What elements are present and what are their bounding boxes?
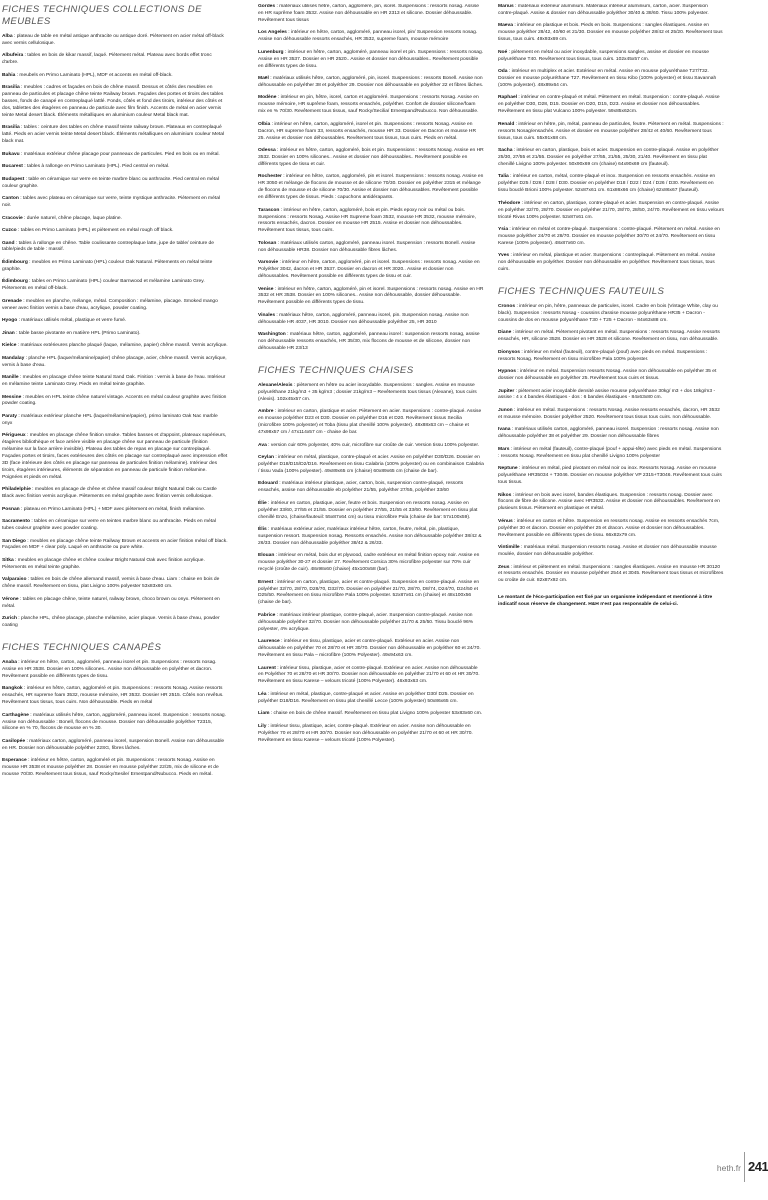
spec-entry: Jupiter : piètement acier inoxydable densité assise mousse polyuréthane 30kg/ m3 + dos 18kg/m3 - assise : 4 x 4 bandes élastiques - dos : 6 bandes élastiques - 84x63x80 cm. xyxy=(498,388,716,401)
footer-website-link[interactable]: heth.fr xyxy=(716,1163,741,1173)
spec-entry: Maeva : intérieur en plastique et bois. Pieds en bois. Suspensions : sangles élastiques. Assise en mousse polyéther 28/42, 40/60 et 21/30. Dossier en mousse polyéther 28/42 et 25/20. Revêtement tous tissus, tous cuirs. 49x93x69 cm. xyxy=(498,23,723,43)
section-title-chaises: FICHES TECHNIQUES CHAISES xyxy=(258,364,414,376)
spec-entry-name: Jinan xyxy=(2,330,15,336)
spec-entry-name: Ava xyxy=(258,442,267,448)
spec-entry: Cronos : intérieur en pin, hêtre, panneaux de particules, isorel. Cadre en bois (Vintage White, clay ou black). Suspension : ressorts Nosag - coussins d'assise mousse polyuréthane HR35 + Dacron - coussins de dos en mousse polyuréthane T30 + T25 + Dacron - 84x63x88 cm. xyxy=(498,304,718,323)
spec-entry-text: intérieur en hêtre, carton, aggloméré, bois et pin. Suspensions : ressorts Nosag. Assise en HR 3532. Dossier en 100% silicones.. Assise et dossier non déhoussables.. Revêtement possible en différents types de tissu et cuir. xyxy=(258,148,484,167)
footer-divider xyxy=(744,1152,745,1182)
spec-entry-text: matériaux extérieur aluminium. Matériaux intérieur aluminium, carton, acier. Suspension contre-plaqué. Assise & dossier non déhoussable polyéther 30/40 & 38/60. Tissu 100% polyester. xyxy=(498,4,709,16)
spec-entry: Varsovie : intérieur en hêtre, carton, aggloméré, pin et isorel. Suspensions : ressorts nosag. Assise en Polyéther 3042, dacron et HR 3537. Dossier en dacron et HR 3020.. Assise et dossier non déhoussables. Revêtement possible en différents types de tissu et cuir. xyxy=(258,260,480,280)
spec-entry-name: Hyogo xyxy=(2,318,18,324)
spec-entry-name: Messine xyxy=(2,394,22,400)
spec-entry-text: tables à rallonge en chêne. Table coulissante contreplaque latte, jupe de table/ ceinture de table/pieds de table : massif. xyxy=(2,240,214,253)
spec-entry-text: intérieur en hêtre, carton, aggloméré, panneau isorel et pin. Suspensions : ressorts nosag. Assise en HR 3537. Dossier en HR 2520.. Assise et dossier non déhoussables.. Revêtement possible en différents types de tissu. xyxy=(258,49,484,69)
spec-entry-name: Élis xyxy=(258,527,267,533)
spec-entry: Modène : intérieur en pin, hêtre, isorel, carton et aggloméré. Suspensions : ressorts Nosag. Assise en mousse mémoire, HR suprême foam, ressorts ensachés, polyéther. Confort de dossier silicone/foam mix en % 70/30. Revêtement tous tissus, sauf Rocky/Secilia/ Ernestpand/Nubucco. Non déhoussable. xyxy=(258,95,479,115)
spec-entry-text: planche HPL, chêne placage, planche mélamine, acier plaque. Vernis à base d'eau, powder coating xyxy=(2,616,220,629)
spec-entry: Los Angeles : intérieur en hêtre, carton, aggloméré, panneau isorel, pin/ Suspension ressorts nosag. Assise non déhoussable ressorts ensachés, HR 3532, supreme foam, mousse mémoire xyxy=(258,30,478,43)
list-canapes xyxy=(2,660,228,779)
spec-entry-text: intérieur en hêtre, carton, aggloméré, pin et isorel. Suspensions : ressorts nosag. Assise en HR 3532 et HR 3538. Dossier en 100% silicones.. Assise non déhoussable, dossier déhoussable. Revêtement possible en différents types de tissu. xyxy=(258,286,484,306)
spec-entry-text: intérieur en carton, plastique, acier et contre-plaqué. Suspension en contre-plaqué. Assise en polyéther 32/70, 28/70, D28/70, D32/70. Dossier en polyéther 21/70, 28/70, D8/74, D24/70, D24/50 et D25/50. Revêtement en tissu microfibre Pala 100% polyester. 52x87x61 cm (chaise) et 48x100x56 (chaise de bar). xyxy=(258,579,480,606)
spec-entry-text: meubles en placage chêne teinte Railway Brown et accents en acier finition métal off black. Façades en MDF + clear poly. Laqué en anthracite ou pure white. xyxy=(2,538,228,551)
spec-entry: Élis : matériaux extérieur acier, matériaux intérieur hêtre, carton, feutre, métal, pin, plastique, suspension ressort. Suspension nosag. Ressorts ensachés. Assise non déhoussable polyéther 38/42 & 26/33. Dossier non déhoussable polyéther 38/42 & 26/33. xyxy=(258,527,482,546)
spec-entry-name: Washington xyxy=(258,332,286,338)
spec-entry-text: piètement en hêtre ou acier inoxydable. Suspensions : sangles. Assise en mousse polyuréthane 21kg/m3 + 35 kg/m3 ; dossier 21kg/m3 – Revêtements tous tissus (Alexane), tous cuirs (Alexis). 102x45x57 cm. xyxy=(258,382,477,402)
spec-entry: Ambre : intérieur en carton, plastique et acier. Piètement en acier. Suspensions : contre-plaqué. Assise en mousse polyéther D23 et D30. Dossier en polyéther D16 et D20. Revêtement tissus Secilia (microfibre 100% polyester) et Toba (tissu plat chenillé 100% polyester). 48x88x63 cm – chaise et 47x98x57 cm / 47x114x57 cm - chaise de bar. xyxy=(258,409,482,435)
spec-entry-name: Raphael xyxy=(498,95,518,101)
spec-entry-text: intérieur et piètement en métal. Suspensions : sangles élastiques. Assise en mousse HR 30120 et ressorts ensachés. Dossier en mousse polyéther 2544 et 3045. Revêtement tous tissus et microfibres ou croûte de cuir. 82x87x92 cm. xyxy=(498,564,724,584)
spec-entry: Albufeira : tables en bois de kikar massif, laqué. Piètement métal. Plateau avec bords effet tronc d'arbre. xyxy=(2,53,212,66)
spec-entry: Tarascon : intérieur en hêtre, carton, aggloméré, bois et pin. Pieds epoxy noir ou métal ou bois. Suspensions : ressorts Nosag. Assise HR Supreme foam 3532, mousse HR 3532, mousse mémoire, ressorts ensachés, dacron. Dossier en mousse HR 2515. Assise et dossier non déhoussables. Revêtement tous tissus, tous cuirs. xyxy=(258,207,477,234)
spec-entry: Cracovie : durée naturel, chêne placage, laque platine. xyxy=(2,215,122,221)
spec-entry-name: Yves xyxy=(498,253,510,259)
spec-entry-name: Maël xyxy=(258,76,269,82)
spec-entry-name: Rochester xyxy=(258,174,282,180)
spec-entry-name: Dionysos xyxy=(498,349,521,355)
spec-entry: Junon : intérieur en métal. Suspensions : ressorts Nosag. Assise ressorts ensachés, dacron, HR 3532 et mousse mémoire. Dossier polyéther 2520. Revêtement tous tissus tous cuirs. non déhoussable. xyxy=(498,407,720,420)
spec-entry: Budapest : table en céramique sur verre en teinte marbre blanc ou anthracite. Pied central en métal couleur graphite. xyxy=(2,176,219,189)
spec-entry-name: Budapest xyxy=(2,176,25,182)
spec-entry: Ernest : intérieur en carton, plastique, acier et contre-plaqué. Suspension en contre-plaqué. Assise en polyéther 32/70, 28/70, D28/70, D32/70. Dossier en polyéther 21/70, 28/70, D8/74, D24/70, D24/50 et D25/50. Revêtement en tissu microfibre Pala 100% polyester. 52x87x61 cm (chaise) et 48x100x56 (chaise de bar). xyxy=(258,579,480,606)
spec-entry: Renald : intérieur en hêtre, pin, métal, panneau de particules, feutre. Piètement en métal. Suspensions : ressorts Nosag/ensachés. Assise et dossier en mousse polyéther 28/42 et 40/60. Revêtement tous tissus, tous cuirs. 55x91x68 cm. xyxy=(498,121,724,141)
spec-entry: Odessa : intérieur en hêtre, carton, aggloméré, bois et pin. Suspensions : ressorts Nosag. Assise en HR 3532. Dossier en 100% silicones.. Assise et dossier non déhoussables.. Revêtement possible en différents types de tissu et cuir. xyxy=(258,148,484,167)
spec-entry-text: matériaux hêtre, carton, aggloméré, panneau isorel : suspension ressorts nosag, assise non déhoussable ressorts ensachés, HR 35/30, mix flocons de mousse et de silicone, dossier non déhoussable HR 23/13 xyxy=(258,332,480,352)
spec-entry-name: Sacha xyxy=(498,148,513,154)
spec-entry-name: Philadelphie xyxy=(2,487,31,493)
spec-entry-name: Sitka xyxy=(2,557,14,563)
spec-entry-text: intérieur en hêtre, carton, aggloméré, panneau isorel et pin. Suspensions : ressorts nosag. Assise en HR 3538. Dossier en 100% silicones.. Assise non déhoussable en polyéther et dacron. Revêtement possible en différents types de tissu. xyxy=(2,660,217,679)
spec-entry-name: Los Angeles xyxy=(258,30,287,36)
spec-entry: Yves : intérieur en métal, plastique et acier. Suspensions : contreplaqué. Piètement en métal. Assise non déhoussable en polyéther. Dossier non déhoussable en polyéther. Revêtement tous tissus, tous cuirs. xyxy=(498,253,716,273)
spec-entry-text: intérieur en hêtre, carton, aggloméré, panneau isorel, pin/ Suspension ressorts nosag. Assise non déhoussable ressorts ensachés, HR 3532, supreme foam, mousse mémoire xyxy=(258,30,478,43)
spec-entry: Lily : intérieur tissu, plastique, acier, contre-plaqué. Extérieur en acier. Assise non déhoussable en Polyéther 70 et 28/70 et HR 30/70. Dossier non déhoussable en polyéther 21/70 et 60 et HR 30/70. Revêtement en tissu Karese – velours tricoté (100% Polyester). xyxy=(258,723,473,743)
spec-entry-text: matériaux utilisés hêtre, carton, aggloméré, pin, isorel. Suspensions : ressorts nosag. Assise en HR suprême foam 3532. Assise non déhoussable en HR 2313 et silicone. Dossier déhoussable. Revêtement tous tissus xyxy=(258,4,479,23)
spec-entry-text: matériaux extérieur acier, matériaux intérieur hêtre, carton, feutre, métal, pin, plastique, suspension ressort. Suspension nosag. Ressorts ensachés. Assise non déhoussable polyéther 38/42 & 26/33. Dossier non déhoussable polyéther 38/42 & 26/33. xyxy=(258,527,482,546)
spec-entry-name: Bucarest xyxy=(2,164,23,170)
list-chaises-continued xyxy=(498,4,724,274)
spec-entry-name: Ceylan xyxy=(258,455,275,460)
spec-entry-text: matériaux extérieures planche plaqué (laque, mélamine, papier) chêne massif. Vernis acrylique. xyxy=(20,343,228,349)
spec-entry: Grenade : meubles en planche, mélange, métal. Composition : mélamine, placage. Smoked mango veneer avec finition vernis a base d'eau, acrylique, powder coating. xyxy=(2,298,218,311)
spec-entry: Esperance : intérieur en hêtre, carton, aggloméré et pin. Suspensions : ressorts Nosag. Assise en mousse HR 3538 et mousse polyéther 28. Dossier en mousse polyéther 22/25, mix de silicone et de mousse 70/30. Revêtement tous tissus, sauf Rocky/Sesile/ Ernestpand/Nubucco. Pieds en métal. xyxy=(2,758,219,778)
spec-entry-text: table en céramique sur verre en teinte marbre blanc ou anthracite. Pied central en métal couleur graphite. xyxy=(2,176,219,189)
page-number: 241 xyxy=(748,1159,768,1174)
spec-entry: Valparaiso : tables en bois de chêne allemand massif, vernis à base d'eau. Liam : chaise en bois de chêne massif. Revêtement en tissu, plat Livigno 100% polyester 53x83x60 cm. xyxy=(2,577,220,590)
spec-entry-text: intérieur en hêtre, carton, aggloméré, bois et pin. Pieds epoxy noir ou métal ou bois. Suspensions : ressorts Nosag. Assise HR Supreme foam 3532, mousse HR 3532, mousse mémoire, ressorts ensachés, dacron. Dossier en mousse HR 2515. Assise et dossier non déhoussables. Revêtement tous tissus, tous cuirs. xyxy=(258,207,477,234)
spec-entry-name: Ernest xyxy=(258,579,274,585)
spec-entry-text: intérieur en métal. Suspensions : ressorts Nosag. Assise ressorts ensachés, dacron, HR 3532 et mousse mémoire. Dossier polyéther 2520. Revêtement tous tissus tous cuirs. non déhoussable. xyxy=(498,407,720,420)
spec-entry-text: intérieur en métal (fauteuil), contre-plaqué (pouf + appui-tête) avec pieds en métal. Suspensions : ressorts Nosag. Revêtement en tissu plat chenillé Livigno 100% polyester xyxy=(498,446,722,459)
spec-entry-text: tables en Primo Laminato (HPL) et piètement en métal rough off black. xyxy=(20,228,174,234)
spec-entry: Mars : intérieur en métal (fauteuil), contre-plaqué (pouf + appui-tête) avec pieds en métal. Suspensions : ressorts Nosag. Revêtement en tissu plat chenillé Livigno 100% polyester xyxy=(498,446,722,459)
spec-entry: Bahia : meubels en Primo Laminato (HPL), MDF et accents en métal off-black. xyxy=(2,72,173,78)
spec-entry: Hypnos : intérieur en métal. Suspension ressorts Nosag. Assise non déhoussable en polyéther 35 et dossier non déhoussable en polyéther 25. Revêtement tous cuirs et tissus. xyxy=(498,369,717,382)
spec-entry-text: piètement acier inoxydable densité assise mousse polyuréthane 30kg/ m3 + dos 18kg/m3 - assise : 4 x 4 bandes élastiques - dos : 6 bandes élastiques - 84x63x80 cm. xyxy=(498,388,716,401)
spec-entry: Bucarest : tables à rallonge en Primo Laminato (HPL). Pied central en métal. xyxy=(2,164,170,170)
spec-entry-text: plateau de table en métal antique anthracite ou antique doré. Piètement en acier métal off-black avec vernis cellulosique. xyxy=(2,34,224,46)
spec-entry-name: Modène xyxy=(258,95,277,101)
spec-entry-text: tables avec plateau en céramique sur verre, teinte mystique anthracite. Piètement en métal noir. xyxy=(2,196,221,209)
section-title-canapes: FICHES TECHNIQUES CANAPÉS xyxy=(2,642,162,653)
column-left xyxy=(2,4,228,1189)
spec-entry: Ysia : intérieur en métal et contre-plaqué. Suspensions : contre-plaqué. Piètement en métal. Assise en mousse polyéther 24/70 et 28/70. Dossier en mousse polyéther 30/70 et 24/70. Revêtement en tissu Karese (100% polyester). 48x87x60 cm. xyxy=(498,227,720,246)
spec-entry-name: Théodore xyxy=(498,200,521,206)
spec-entry-text: intérieur en carton, plastique, acier, feutre et bois. Suspension en ressorts nosag. Assise en polyéther 33/60, 27/55 et 21/55. Dossier en polyéther 27/55, 21/55 et 33/60. Revêtement en tissu plat chenillé Enzo, (chaise/fauteuil: 55x87x64 cm) ou tissu microfibre Pala (chaise de bar: 57x100x59). xyxy=(258,500,478,520)
spec-entry-name: Bukavu xyxy=(2,151,20,157)
spec-entry: Raphael : intérieur en contre-plaqué et métal. Piètement en métal. Suspension : contre-plaqué. Assise en polyéther D30, D28, D15. Dossier en D20, D15, D23. Assise et dossier non déhoussables. Revêtement en tissu plat Vulcano 100% polyester. 59x85x62cm. xyxy=(498,95,720,115)
spec-entry: Gand : tables à rallonge en chêne. Table coulissante contreplaque latte, jupe de table/ ceinture de table/pieds de table : massif. xyxy=(2,240,214,253)
spec-entry-name: Valparaiso xyxy=(2,577,27,583)
list-fauteuils xyxy=(498,304,724,585)
spec-entry: Diane : intérieur en métal. Piètement pivotant en métal. Suspensions : ressorts Nosag. Assise ressorts ensachés, HR, silicone 3528. Dossier en HR 3528 et silicone. Revêtement en tissu, non déhoussable. xyxy=(498,330,720,343)
spec-entry: Jinan : table basse pivotante en matière HPL (Primo Laminato). xyxy=(2,330,141,336)
spec-entry: Bangkok : intérieur en hêtre, carton, aggloméré et pin. Suspensions : ressorts Nosag. Assise ressorts ensachés, HR supreme foam 3532, mousse mémoire, HR 3532. Dossier HR 2515. Côtés non revêtus. Revêtement tous tissus, tous cuirs. Non déhoussable. Pieds en métal xyxy=(2,686,224,706)
spec-entry-name: Anaba xyxy=(2,660,17,665)
spec-entry: Laurence : intérieur en tissu, plastique, acier et contre-plaqué. Extérieur en acier. Assise non déhoussable en polyéther 70 et 28/70 et HR 30/70. Dossier non déhoussable en polyéther 60 et 24/70. Revêtement en tissu Pala – microfibre (100% Polyester). 49x94x63 cm. xyxy=(258,639,481,658)
spec-entry-text: intérieur en carton, métal, contre-plaqué et inox. Suspension en ressorts ensachés. Assise en polyéther D25 / D26 / D28 / D30. Dossier en polyéther D18 / D22 / D24 / D26 / D30. Revêtement en tissu bouclé Brioni 100% polyester. 52x87x61 cm. 61x86x66 cm (chaise) 62x86x67 (fauteuil). xyxy=(498,174,716,194)
spec-entry: Vintimille : matériaux métal. Suspension ressorts nosag. Assise et dossier non déhoussable mousse moulée, dossier non déhoussable polyéther. xyxy=(498,545,717,558)
spec-entry-name: Hypnos xyxy=(498,369,516,375)
spec-entry-text: matériaux métal. Suspension ressorts nosag. Assise et dossier non déhoussable mousse moulée, dossier non déhoussable polyéther. xyxy=(498,545,717,558)
spec-entry-name: Olbia xyxy=(258,121,271,127)
spec-entry-name: Grenade xyxy=(2,298,22,304)
spec-entry: Ceylan : intérieur en métal, plastique, contre-plaqué et acier. Assise en polyéther D30/D26. Dossier en polyéther D18/D15/D2/D16. Revêtement en tissu Calabria (100% polyester) ou en combinaison Calabria / tissu Vada (100% polyester). 49x89x65 cm (chaise) 60x89x65 cm (chaise de bar). xyxy=(258,455,484,474)
spec-entry-name: Neptune xyxy=(498,466,518,472)
spec-entry-text: intérieur en hêtre, carton, aggloméré, isorel et pin. Suspensions : ressorts Nosag. Assise en Dacron, HR supreme foam 33, ressorts ensachés, mousse HR 33. Dossier en Dacron et mousse HR 25. Assise et dossier non déhoussables. Revêtement tous tissus, tous cuirs. Pieds en métal. xyxy=(258,121,476,141)
spec-entry-text: intérieur en hêtre, carton, aggloméré et pin. Suspensions : ressorts Nosag. Assise en mousse HR 3538 et mousse polyéther 28. Dossier en mousse polyéther 22/25, mix de silicone et de mousse 70/30. Revêtement tous tissus, sauf Rocky/Sesile/ Ernestpand/Nubucco. Pieds en métal. xyxy=(2,758,219,778)
spec-entry-name: Liam xyxy=(258,711,270,717)
spec-entry-name: Périgueux xyxy=(2,433,26,439)
spec-entry: Sacha : intérieur en carton, plastique, bois et acier. Suspension en contre-plaqué. Assise en polyéther 25/30, 27/55 et 21/55. Dossier en polyéther 27/55, 21/55, 25/30, 21/40. Revêtement en tissu plat chenillé Livigno 100% polyester. 50x90x69 cm (chaise) 64x90x69 cm (fauteuil). xyxy=(498,148,719,167)
spec-entry: Carthagène : matériaux utilisés hêtre, carton, aggloméré, panneau isorel. Suspension : ressorts nosag. Assise non déhoussable : Bonell, flocons de mousse. Dossier non déhoussable polyéther T2315, silicone en % 70, flocons de mousse en % 30. xyxy=(2,712,226,732)
column-right xyxy=(498,4,724,1064)
spec-entry-name: Esperance xyxy=(2,758,27,764)
spec-entry-text: meubels en Primo Laminato (HPL), MDF et accents en métal off-black. xyxy=(19,72,173,78)
spec-entry-text: meubles en placage chêne et chêne couleur Bright Natural Oak avec finition acrylique. Piètements en métal teinte graphite. xyxy=(2,557,205,570)
spec-entry: Maël : matériaux utilisés hêtre, carton, aggloméré, pin, isorel. Suspensions : ressorts Bonell. Assise non déhoussable en polyéther 38 et polyéther 29. Dossier non déhoussable en polyéther 22 et fibres lâches. xyxy=(258,76,484,88)
spec-entry: Washington : matériaux hêtre, carton, aggloméré, panneau isorel : suspension ressorts nosag, assise non déhoussable ressorts ensachés, HR 35/30, mix flocons de mousse et de silicone, dossier non déhoussable HR 23/13 xyxy=(258,332,480,352)
spec-entry-name: Carthagène xyxy=(2,712,29,718)
spec-entry: Nikos : intérieur en bois avec isorel, bandes élastiques. Suspension : ressorts nosag. Dossier avec flocons de fibre de silicone. Assise avec HR3532. Assise et dossier non déhoussables. Revêtement en plusieurs tissus. Piètement en plastique et métal. xyxy=(498,492,720,512)
spec-entry-name: Édimbourg xyxy=(2,259,28,265)
spec-entry-text: meubles : cadres et façades en bois de chêne massif. Dessus et côtés des meubles en panneau de particules et placage chêne teinte Railway brown. Façades des portes et tiroirs des tables basses, fonds de canapé en contreplaqué lattlé. Fonds, côtés et fond des tiroirs, intérieur des côtés et dos, tablettes des étagères en panneau de particule avec film finish. Accents de métal en acier vernis teinte Metal desert black. Éléments métalliques en aluminium couleur Metal black mat. xyxy=(2,85,224,118)
spec-entry-text: planche HPL (laque/mélamine/papier) chêne placage, acier, chêne massif. Vernis acrylique, vernis à base d'eau. xyxy=(2,355,227,368)
spec-entry-name: Tolosan xyxy=(258,240,277,246)
spec-entry-text: meubles en planche, mélange, métal. Composition : mélamine, placage. Smoked mango veneer avec finition vernis a base d'eau, acrylique, powder coating. xyxy=(2,298,218,311)
spec-entry: San Diego : meubles en placage chêne teinte Railway Brown et accents en acier finition métal off black. Façades en MDF + clear poly. Laqué en anthracite ou pure white. xyxy=(2,538,228,551)
spec-entry-name: Laurent xyxy=(258,665,276,671)
spec-entry-text: meubles en HPL teinte chêne naturel vintage. Accents en métal couleur graphite avec finition powder coating. xyxy=(2,394,227,407)
spec-entry-name: Vinales xyxy=(258,312,276,318)
spec-entry-text: matériaux intérieur plastique, acier, carton, bois, suspension contre-plaqué, ressorts ensachés, assise non déhoussable eb polyéther 21/55, polyéther 27/55, polyéther 33/60 xyxy=(258,481,464,494)
spec-entry: Neptune : intérieur en métal, pied pivotant en métal noir ou inox. Ressorts Nosag. Assise en mousse polyuréthane HR35034 + T3046. Dossier en mousse polyéther VP 2315+T3046. Revêtement tous cuirs tous tissus. xyxy=(498,466,722,485)
spec-entry-name: Cronos xyxy=(498,304,516,310)
spec-entry: Vinales : matériaux hêtre, carton, aggloméré, panneau isorel, pin. Suspension nosag. Assise non déhoussable HR 4037, HR 3010. Dossier non déhoussable polyéther 25, HR 3010 xyxy=(258,312,469,325)
spec-entry-text: tables : ceinture des tables en chêne massif teinte railway brown. Plateaux en contreplaqué latté. Pieds en acier vernis teinte Metal desert black. Éléments métalliques en aluminium couleur Metal black mat. xyxy=(2,125,225,145)
spec-entry-name: Bangkok xyxy=(2,686,23,692)
spec-entry-name: Zurich xyxy=(2,616,17,622)
spec-entry-name: Ambre xyxy=(258,409,274,415)
spec-entry: Cuzco : tables en Primo Laminato (HPL) et piètement en métal rough off black. xyxy=(2,228,174,234)
spec-entry: Liam : chaise en bois de chêne massif. Revêtement en tissu plat Livigno 100% polyester 53x83x60 cm. xyxy=(258,711,483,717)
list-meubles xyxy=(2,34,228,630)
spec-entry-text: intérieur en métal, pied pivotant en métal noir ou inox. Ressorts Nosag. Assise en mousse polyuréthane HR35034 + T3046. Dossier en mousse polyéther VP 2315+T3046. Revêtement tous cuirs tous tissus. xyxy=(498,466,722,485)
spec-entry: Brasilia : meubles : cadres et façades en bois de chêne massif. Dessus et côtés des meubles en panneau de particules et placage chêne teinte Railway brown. Façades des portes et tiroirs des tables basses, fonds de canapé en contreplaqué lattlé. Fonds, côtés et fond des tiroirs, intérieur des côtés et dos, tablettes des étagères en panneau de particule avec film finish. Accents de métal en acier vernis teinte Metal desert black. Éléments métalliques en aluminium couleur Metal black mat. xyxy=(2,85,224,118)
spec-entry: Hyogo : matériaux utilisés métal, plastique et verre fumé. xyxy=(2,318,127,324)
spec-entry-name: Bahia xyxy=(2,72,16,78)
spec-entry-text: matériaux utilisés carton, aggloméré, panneau isorel. Suspension : ressorts Bonell. Assise non déhoussable HR38. Dossier non déhoussable fibres lâches. xyxy=(258,240,476,253)
spec-entry-text: matériaux utilisés carton, aggloméré, panneau isorel. Suspension : ressorts nosag. Assise non déhoussable polyéther 38 et polyéther 29. Dossier non déhoussable fibres xyxy=(498,427,719,440)
spec-entry: Rochester : intérieur en hêtre, carton, aggloméré, pin et isorel. Suspensions : ressorts nosag. Assise en HR 3050 et mélange de flocons de mousse et de silicone 70/30. Dossier en polyéther 2315 et mélange de flocons de mousse et de silicone 70/30. Assise et dossier non déhoussables. Revêtement possible en différents types de tissus. Pieds : capuchons antidérapants. xyxy=(258,174,484,201)
spec-entry: Zeus : intérieur et piètement en métal. Suspensions : sangles élastiques. Assise en mousse HR 30120 et ressorts ensachés. Dossier en mousse polyéther 2544 et 3045. Revêtement tous tissus et microfibres ou croûte de cuir. 82x87x92 cm. xyxy=(498,564,724,584)
spec-entry: Canton : tables avec plateau en céramique sur verre, teinte mystique anthracite. Piètement en métal noir. xyxy=(2,196,221,209)
spec-entry-text: intérieur en métal, plastique, contre-plaqué et acier. Assise en polyéther D30/ D25. Dossier en polyéther D18/D16. Revêtement en tissu plat chenillé Lecce (100% polyester) 50x86x65 cm. xyxy=(258,691,474,704)
spec-entry-text: meubles en placage chêne teinte Natural Sand Oak. Finition : vernis à base de l'eau. Intérieur en mélamine teinte Laminato Grey. Pieds en métal teinte graphite. xyxy=(2,375,226,387)
spec-entry-name: Mandalay xyxy=(2,355,25,361)
spec-entry-name: Fabrice xyxy=(258,612,276,618)
spec-entry-text: piètement en métal ou acier inoxydable, suspensions sangles, assise et dossier en mousse polyuréthane T40. Revêtement tous tissus, tous cuirs. 102x45x57 cm. xyxy=(498,49,709,62)
spec-entry-text: intérieur en carton, plastique, contre-plaqué et acier. Suspension en contre-plaqué. Assise en polyéther 32/70, 28/70. Dossier en polyéther 21/70, 28/70, 28/50, 24/70. Revêtement en tissu velours tricoté Rivas 100% polyester. 52x87x61 cm. xyxy=(498,200,724,220)
spec-entry: Casilopée : matériaux carton, aggloméré, panneau isorel, suspension Bonell. Assise non déhoussable en HR. Dossier non déhoussable polyéther 22SG, fibres lâches. xyxy=(2,738,225,751)
spec-entry-name: Cracovie xyxy=(2,215,23,221)
spec-entry-name: Alexane/Alexis xyxy=(258,382,293,388)
spec-entry-text: intérieur en multiplex et acier. Extérieur en métal. Assise en mousse polyuréthane T27/T32. Dossier en mousse polyuréthane T27. Revêtement en tissu Kibo (100% polyester) et tissu Savannah (100% polyester). 48x89x64 cm. xyxy=(498,69,717,88)
spec-entry-text: meubles en placage chêne finition smoke. Tables basses et d'appoint, plateaux supérieurs, étagères bibliothèque et face arrière visible en placage chêne sur panneau de particule (finition mélamine sur la face arrière invisible). Plateau des tables de repas en placage sur contreplaqué. Façades portes et tiroirs, faces extérieures des côtés en placage sur contreplaqué avec impression effet 3D (face intérieure des côtés en placage sur panneau de particules finition mélamine). Intérieur des tiroirs, étagères intérieures, éléments de séparation en panneau de particule finition mélamine. Poignées et pieds en métal. xyxy=(2,433,228,480)
spec-entry-name: Edouard xyxy=(258,481,278,487)
spec-entry-text: intérieur en métal. Suspension ressorts Nosag. Assise non déhoussable en polyéther 35 et dossier non déhoussable en polyéther 25. Revêtement tous cuirs et tissus. xyxy=(498,369,717,382)
spec-entry-text: intérieur en hêtre, pin, métal, panneau de particules, feutre. Piètement en métal. Suspensions : ressorts Nosag/ensachés. Assise et dossier en mousse polyéther 28/42 et 40/60. Revêtement tous tissus, tous cuirs. 55x91x68 cm. xyxy=(498,121,724,141)
spec-entry-text: intérieur en contre-plaqué et métal. Piètement en métal. Suspension : contre-plaqué. Assise en polyéther D30, D28, D15. Dossier en D20, D15, D23. Assise et dossier non déhoussables. Revêtement en tissu plat Vulcano 100% polyester. 59x85x62cm. xyxy=(498,95,720,115)
spec-entry-text: intérieur en tissu, plastique, acier et contre-plaqué. Extérieur en acier. Assise non déhoussable en polyéther 70 et 28/70 et HR 30/70. Dossier non déhoussable en polyéther 60 et 24/70. Revêtement en tissu Pala – microfibre (100% Polyester). 49x94x63 cm. xyxy=(258,639,481,658)
spec-entry-name: Ivana xyxy=(498,427,511,433)
spec-entry-text: tables en placage chêne, teinte naturel, railway brown, choco brown ou onyx. Piètement en métal. xyxy=(2,596,220,609)
spec-entry-name: Laurence xyxy=(258,639,280,645)
spec-entry: Paraty : matériaux extérieur planche HPL (laque/mélamine/papier), primo laminato Oak Nac marble onyx xyxy=(2,413,218,426)
spec-entry-text: table basse pivotante en matière HPL (Primo Laminato). xyxy=(18,330,141,336)
spec-entry-text: matériaux utilisés hêtre, carton, aggloméré, pin, isorel. Suspensions : ressorts Bonell. Assise non déhoussable en polyéther 38 et polyéther 29. Dossier non déhoussable en polyéther 22 et fibres lâches. xyxy=(258,76,484,88)
spec-entry-text: intérieur tissu, plastique, acier, contre-plaqué. Extérieur en acier. Assise non déhoussable en Polyéther 70 et 28/70 et HR 30/70. Dossier non déhoussable en polyéther 21/70 et 60 et HR 30/70. Revêtement en tissu Karese – velours tricoté (100% Polyester). xyxy=(258,723,473,743)
spec-entry-text: intérieur en métal et contre-plaqué. Suspensions : contre-plaqué. Piètement en métal. Assise en mousse polyéther 24/70 et 28/70. Dossier en mousse polyéther 30/70 et 24/70. Revêtement en tissu Karese (100% polyester). 48x87x60 cm. xyxy=(498,227,720,246)
spec-entry-name: Manille xyxy=(2,375,19,381)
spec-entry: Philadelphie : meubles en placage de chêne et chêne massif couleur Bright Natural Oak ou Castle Black avec finition vernis acrylique. Piètements en métal graphite avec finition vernis cellulosique. xyxy=(2,487,217,500)
spec-entry-text: intérieur en bois avec isorel, bandes élastiques. Suspension : ressorts nosag. Dossier avec flocons de fibre de silicone. Assise avec HR3532. Assise et dossier non déhoussables. Revêtement en plusieurs tissus. Piètement en plastique et métal. xyxy=(498,492,720,512)
spec-entry-name: Varsovie xyxy=(258,260,279,266)
spec-entry: Venise : intérieur en hêtre, carton, aggloméré, pin et isorel. Suspensions : ressorts nosag. Assise en HR 3532 et HR 3538. Dossier en 100% silicones.. Assise non déhoussable, dossier déhoussable. Revêtement possible en différents types de tissu. xyxy=(258,286,484,306)
spec-entry: Bukavu : matériaux extérieur chêne placage pour panneaux de particules. Pied en bois ou en métal. xyxy=(2,151,220,157)
spec-entry: Laurent : intérieur tissu, plastique, acier et contre-plaqué. Extérieur en acier. Assise non déhoussable en Polyéther 70 et 28/70 et HR 30/70. Dossier non déhoussable en polyéther 21/70 et 60 et HR 30/70. Revêtement en tissu Karese – velours tricoté (100% Polyester). 46x93x63 cm. xyxy=(258,665,480,685)
section-title-meubles: FICHES TECHNIQUES COLLECTIONS DE MEUBLES xyxy=(2,4,202,27)
spec-entry: Théodore : intérieur en carton, plastique, contre-plaqué et acier. Suspension en contre-plaqué. Assise en polyéther 32/70, 28/70. Dossier en polyéther 21/70, 28/70, 28/50, 24/70. Revêtement en tissu velours tricoté Rivas 100% polyester. 52x87x61 cm. xyxy=(498,200,724,220)
spec-entry-name: Mars xyxy=(498,446,510,452)
spec-entry-name: Venise xyxy=(258,286,274,292)
spec-entry-name: Renald xyxy=(498,121,515,127)
spec-entry: Posnan : plateau en Primo Laminato (HPL) + MDF avec piètement en métal, finish mélamine. xyxy=(2,506,206,512)
spec-entry-name: Lily xyxy=(258,723,267,729)
spec-entry: Périgueux : meubles en placage chêne finition smoke. Tables basses et d'appoint, plateaux supérieurs, étagères bibliothèque et face arrière visible en placage chêne sur panneau de particule (finition mélamine sur la face arrière invisible). Plateau des tables de repas en placage sur contreplaqué. Façades portes et tiroirs, faces extérieures des côtés en placage sur contreplaqué avec impression effet 3D (face intérieure des côtés en placage sur panneau de particules finition mélamine). Intérieur des tiroirs, étagères intérieures, éléments de séparation en panneau de particule finition mélamine. Poignées et pieds en métal. xyxy=(2,433,228,480)
spec-entry: Oda : intérieur en multiplex et acier. Extérieur en métal. Assise en mousse polyuréthane T27/T32. Dossier en mousse polyuréthane T27. Revêtement en tissu Kibo (100% polyester) et tissu Savannah (100% polyester). 48x89x64 cm. xyxy=(498,69,717,88)
spec-entry: Élie : intérieur en carton, plastique, acier, feutre et bois. Suspension en ressorts nosag. Assise en polyéther 33/60, 27/55 et 21/55. Dossier en polyéther 27/55, 21/55 et 33/60. Revêtement en tissu plat chenillé Enzo, (chaise/fauteuil: 55x87x64 cm) ou tissu microfibre Pala (chaise de bar: 57x100x59). xyxy=(258,500,478,520)
spec-entry-text: chaise en bois de chêne massif. Revêtement en tissu plat Livigno 100% polyester 53x83x60 cm. xyxy=(273,711,483,717)
spec-entry-name: Nikos xyxy=(498,492,512,498)
spec-entry-name: Diane xyxy=(498,330,512,336)
spec-entry-name: Cuzco xyxy=(2,228,17,234)
spec-entry-text: intérieur en métal (fauteuil), contre-plaqué (pouf) avec pieds en métal. Suspensions : ressorts Nosag. Revêtement en tissu microfibre Pala 100% polyester. xyxy=(498,349,708,362)
spec-entry-name: Sacramento xyxy=(2,519,30,525)
spec-entry-name: Vénus xyxy=(498,518,513,524)
spec-entry: Dionysos : intérieur en métal (fauteuil), contre-plaqué (pouf) avec pieds en métal. Suspensions : ressorts Nosag. Revêtement en tissu microfibre Pala 100% polyester. xyxy=(498,349,708,362)
spec-entry-name: Brasilia xyxy=(2,85,20,91)
spec-entry-name: Albufeira xyxy=(2,53,24,59)
spec-entry-text: tables en céramique sur verre en teintes marbre blanc ou anthracite. Pieds en métal tubes couleur graphite avec powder coating. xyxy=(2,519,216,532)
spec-entry-name: Tarascon xyxy=(258,207,280,213)
spec-entry: Talia : intérieur en carton, métal, contre-plaqué et inox. Suspension en ressorts ensachés. Assise en polyéther D25 / D26 / D28 / D30. Dossier en polyéther D18 / D22 / D24 / D26 / D30. Revêtement en tissu bouclé Brioni 100% polyester. 52x87x61 cm. 61x86x66 cm (chaise) 62x86x67 (fauteuil). xyxy=(498,174,716,194)
spec-entry: Edouard : matériaux intérieur plastique, acier, carton, bois, suspension contre-plaqué, ressorts ensachés, assise non déhoussable eb polyéther 21/55, polyéther 27/55, polyéther 33/60 xyxy=(258,481,464,494)
spec-entry-name: Junon xyxy=(498,407,513,413)
spec-entry-text: tables en bois de chêne allemand massif, vernis à base d'eau. Liam : chaise en bois de chêne massif. Revêtement en tissu, plat Livigno 100% polyester 53x83x60 cm. xyxy=(2,577,220,590)
spec-entry: Zurich : planche HPL, chêne placage, planche mélamine, acier plaque. Vernis à base d'eau, powder coating xyxy=(2,616,220,629)
spec-entry: Édimbourg : tables en Primo Laminato (HPL) couleur Barnwood et mélamine Laminato Grey. Piètements en métal off-black. xyxy=(2,279,205,292)
spec-entry-text: plateau en Primo Laminato (HPL) + MDF avec piètement en métal, finish mélamine. xyxy=(23,506,206,512)
spec-entry-text: matériaux carton, aggloméré, panneau isorel, suspension Bonell. Assise non déhoussable en HR. Dossier non déhoussable polyéther 22SG, fibres lâches. xyxy=(2,738,225,751)
spec-entry: Léa : intérieur en métal, plastique, contre-plaqué et acier. Assise en polyéther D30/ D25. Dossier en polyéther D18/D16. Revêtement en tissu plat chenillé Lecce (100% polyester) 50x86x65 cm. xyxy=(258,691,474,704)
spec-entry: Anaba : intérieur en hêtre, carton, aggloméré, panneau isorel et pin. Suspensions : ressorts nosag. Assise en HR 3538. Dossier en 100% silicones.. Assise non déhoussable en polyéther et dacron. Revêtement possible en différents types de tissu. xyxy=(2,660,217,679)
spec-entry-text: intérieur en carton et hêtre. Suspension en ressorts nosag. Assise en ressorts ensachés 7cm, polyéther 30 et dacron. Dossier en polyéther 25 et dracon. Assise et dossier non déhoussables. Revêtement possible en différents types de tissu. 66x82x79 cm. xyxy=(498,518,720,538)
spec-entry: Kielce : matériaux extérieures planche plaqué (laque, mélamine, papier) chêne massif. Vernis acrylique. xyxy=(2,343,228,349)
spec-entry-name: Lunenburg xyxy=(258,49,284,55)
spec-entry-name: Ysia xyxy=(498,227,509,232)
spec-entry-name: Élie xyxy=(258,500,267,506)
spec-entry-name: Posnan xyxy=(2,506,20,512)
spec-entry: Sacramento : tables en céramique sur verre en teintes marbre blanc ou anthracite. Pieds en métal tubes couleur graphite avec powder coating. xyxy=(2,519,216,532)
spec-entry-name: Kielce xyxy=(2,343,17,349)
spec-entry-text: matériaux hêtre, carton, aggloméré, panneau isorel, pin. Suspension nosag. Assise non déhoussable HR 4037, HR 3010. Dossier non déhoussable polyéther 25, HR 3010 xyxy=(258,312,469,325)
spec-entry: Mandalay : planche HPL (laque/mélamine/papier) chêne placage, acier, chêne massif. Vernis acrylique, vernis à base d'eau. xyxy=(2,355,227,368)
spec-entry-text: intérieur en carton, plastique, bois et acier. Suspension en contre-plaqué. Assise en polyéther 25/30, 27/55 et 21/55. Dossier en polyéther 27/55, 21/55, 25/30, 21/40. Revêtement en tissu plat chenillé Livigno 100% polyester. 50x90x69 cm (chaise) 64x90x69 cm (fauteuil). xyxy=(498,148,719,167)
spec-entry-name: Gand xyxy=(2,240,15,246)
spec-entry-text: intérieur en hêtre, carton, aggloméré, pin et isorel. Suspensions : ressorts nosag. Assise en HR 3050 et mélange de flocons de mousse et de silicone 70/30. Dossier en polyéther 2315 et mélange de flocons de mousse et de silicone 70/30. Assise et dossier non déhoussables. Revêtement possible en différents types de tissus. Pieds : capuchons antidérapants. xyxy=(258,174,484,201)
column-middle xyxy=(258,4,484,1189)
spec-entry-text: intérieur tissu, plastique, acier et contre-plaqué. Extérieur en acier. Assise non déhoussable en Polyéther 70 et 28/70 et HR 30/70. Dossier non déhoussable en polyéther 21/70 et 60 et HR 30/70. Revêtement en tissu Karese – velours tricoté (100% Polyester). 46x93x63 cm. xyxy=(258,665,480,685)
spec-entry-text: intérieur en métal, plastique et acier. Suspensions : contreplaqué. Piètement en métal. Assise non déhoussable en polyéther. Dossier non déhoussable en polyéther. Revêtement tous tissus, tous cuirs. xyxy=(498,253,716,273)
spec-entry: Ava : version cuir 60% polyester, 40% cuir, microfibre sur croûte de cuir. Version tissu 100% polyester. xyxy=(258,442,480,448)
spec-entry-text: matériaux extérieur chêne placage pour panneaux de particules. Pied en bois ou en métal. xyxy=(23,151,220,157)
spec-entry: Vérone : tables en placage chêne, teinte naturel, railway brown, choco brown ou onyx. Piètement en métal. xyxy=(2,596,220,609)
spec-entry: Noé : piètement en métal ou acier inoxydable, suspensions sangles, assise et dossier en mousse polyuréthane T40. Revêtement tous tissus, tous cuirs. 102x45x57 cm. xyxy=(498,49,709,62)
spec-entry: Gordes : matériaux utilisés hêtre, carton, aggloméré, pin, isorel. Suspensions : ressorts nosag. Assise en HR suprême foam 3532. Assise non déhoussable en HR 2313 et silicone. Dossier déhoussable. Revêtement tous tissus xyxy=(258,4,479,23)
spec-entry-text: version cuir 60% polyester, 40% cuir, microfibre sur croûte de cuir. Version tissu 100% polyester. xyxy=(270,442,480,448)
spec-entry: Alexane/Alexis : piètement en hêtre ou acier inoxydable. Suspensions : sangles. Assise en mousse polyuréthane 21kg/m3 + 35 kg/m3 ; dossier 21kg/m3 – Revêtements tous tissus (Alexane), tous cuirs (Alexis). 102x45x57 cm. xyxy=(258,382,477,402)
spec-entry-name: Jupiter xyxy=(498,388,515,394)
spec-entry-name: Maeva xyxy=(498,23,513,29)
spec-entry-text: matériaux utilisés métal, plastique et verre fumé. xyxy=(21,318,127,324)
spec-entry-text: intérieur en métal, bois dur et plywood, cadre extérieur en métal finition epoxy noir. Assise en mousse polyéther 30-27 et dossier 27. Revêtement Corsica 30% microfibre polyester sur 70% cuir recyclé (croûte de cuir). 48x98x60 (chaise) 45x100x58 (bar). xyxy=(258,553,480,573)
spec-entry-text: meubles en Primo Laminato (HPL) couleur Oak Natural. Piètements en métal teinte graphite. xyxy=(2,259,213,272)
spec-entry-text: tables en bois de kikar massif, laqué. Piètement métal. Plateau avec bords effet tronc d'arbre. xyxy=(2,53,212,66)
spec-entry-name: Casilopée xyxy=(2,738,26,744)
spec-entry: Sitka : meubles en placage chêne et chêne couleur Bright Natural Oak avec finition acrylique. Piètements en métal teinte graphite. xyxy=(2,557,205,570)
spec-entry: Messine : meubles en HPL teinte chêne naturel vintage. Accents en métal couleur graphite avec finition powder coating. xyxy=(2,394,227,407)
spec-entry: Elouan : intérieur en métal, bois dur et plywood, cadre extérieur en métal finition epoxy noir. Assise en mousse polyéther 30-27 et dossier 27. Revêtement Corsica 30% microfibre polyester sur 70% cuir recyclé (croûte de cuir). 48x98x60 (chaise) 45x100x58 (bar). xyxy=(258,553,480,573)
spec-entry-text: intérieur en carton, plastique et acier. Piètement en acier. Suspensions : contre-plaqué. Assise en mousse polyéther D23 et D30. Dossier en polyéther D16 et D20. Revêtement tissus Secilia (microfibre 100% polyester) et Toba (tissu plat chenillé 100% polyester). 48x88x63 cm – chaise et 47x98x57 cm / 47x114x57 cm - chaise de bar. xyxy=(258,409,482,435)
spec-entry: Ivana : matériaux utilisés carton, aggloméré, panneau isorel. Suspension : ressorts nosag. Assise non déhoussable polyéther 38 et polyéther 29. Dossier non déhoussable fibres xyxy=(498,427,719,440)
spec-entry: Marius : matériaux extérieur aluminium. Matériaux intérieur aluminium, carton, acier. Suspension contre-plaqué. Assise & dossier non déhoussable polyéther 30/40 & 38/60. Tissu 100% polyester. xyxy=(498,4,709,16)
spec-entry-text: intérieur en métal. Piètement pivotant en métal. Suspensions : ressorts Nosag. Assise ressorts ensachés, HR, silicone 3528. Dossier en HR 3528 et silicone. Revêtement en tissu, non déhoussable. xyxy=(498,330,720,343)
spec-entry-text: intérieur en hêtre, carton, aggloméré et pin. Suspensions : ressorts Nosag. Assise ressorts ensachés, HR supreme foam 3532, mousse mémoire, HR 3532. Dossier HR 2515. Côtés non revêtus. Revêtement tous tissus, tous cuirs. Non déhoussable. Pieds en métal xyxy=(2,686,224,706)
spec-entry-text: tables en Primo Laminato (HPL) couleur Barnwood et mélamine Laminato Grey. Piètements en métal off-black. xyxy=(2,279,205,292)
spec-entry-name: Marius xyxy=(498,4,514,9)
spec-entry-name: Vérone xyxy=(2,596,19,602)
spec-entry-text: intérieur en pin, hêtre, isorel, carton et aggloméré. Suspensions : ressorts Nosag. Assise en mousse mémoire, HR suprême foam, ressorts ensachés, polyéther. Confort de dossier silicone/foam mix en % 70/30. Revêtement tous tissus, sauf Rocky/Secilia/ Ernestpand/Nubucco. Non déhoussable. xyxy=(258,95,479,115)
spec-entry: Lunenburg : intérieur en hêtre, carton, aggloméré, panneau isorel et pin. Suspensions : ressorts nosag. Assise en HR 3537. Dossier en HR 2520.. Assise et dossier non déhoussables.. Revêtement possible en différents types de tissu. xyxy=(258,49,484,69)
spec-entry-name: Noé xyxy=(498,49,508,55)
spec-entry-name: Vintimille xyxy=(498,545,520,551)
spec-entry-name: Canton xyxy=(2,196,19,202)
spec-entry-name: Paraty xyxy=(2,413,17,419)
spec-entry-text: intérieur en pin, hêtre, panneaux de particules, isorel. Cadre en bois (Vintage White, clay ou black). Suspension : ressorts Nosag - coussins d'assise mousse polyuréthane HR35 + Dacron - coussins de dos en mousse polyuréthane T30 + T25 + Dacron - 84x63x88 cm. xyxy=(498,304,718,323)
spec-entry: Fabrice : matériaux intérieur plastique, contre-plaqué, acier. Suspension contre-plaqué. Assise non déhoussable polyéther 32/70. Dossier non déhoussable polyéther 21/70 & 25/50. Tissu bouclé 96% polyester, 4% acrylique. xyxy=(258,612,474,632)
spec-entry-text: intérieur en métal, plastique, contre-plaqué et acier. Assise en polyéther D30/D26. Dossier en polyéther D18/D15/D2/D16. Revêtement en tissu Calabria (100% polyester) ou en combinaison Calabria / tissu Vada (100% polyester). 49x89x65 cm (chaise) 60x89x65 cm (chaise de bar). xyxy=(258,455,484,474)
spec-entry-text: meubles en placage de chêne et chêne massif couleur Bright Natural Oak ou Castle Black avec finition vernis acrylique. Piètements en métal graphite avec finition vernis cellulosique. xyxy=(2,487,217,500)
spec-entry-name: Édimbourg xyxy=(2,279,28,285)
spec-entry: Alba : plateau de table en métal antique anthracite ou antique doré. Piètement en acier métal off-black avec vernis cellulosique. xyxy=(2,34,224,46)
spec-entry-name: Gordes xyxy=(258,4,276,9)
spec-entry-name: Talia xyxy=(498,174,509,180)
spec-entry-name: Zeus xyxy=(498,564,510,570)
spec-entry: Manille : meubles en placage chêne teinte Natural Sand Oak. Finition : vernis à base de l'eau. Intérieur en mélamine teinte Laminato Grey. Pieds en métal teinte graphite. xyxy=(2,375,226,387)
spec-entry-name: Odessa xyxy=(258,148,276,154)
spec-entry-name: Brasilia xyxy=(2,125,20,131)
list-canapes-continued xyxy=(258,4,484,353)
spec-entry-name: Léa xyxy=(258,691,267,697)
eco-participation-notice: Le montant de l'éco-participation est fixé par un organisme indépendant et mentionné à titre indicatif sous réserve de changement. H&H n'est pas responsable de celui-ci. xyxy=(498,595,713,608)
spec-entry-name: Oda xyxy=(498,69,508,75)
spec-entry-name: Alba xyxy=(2,34,13,39)
spec-entry-text: intérieur en hêtre, carton, aggloméré, pin et isorel. Suspensions : ressorts nosag. Assise en Polyéther 3042, dacron et HR 3537. Dossier en dacron et HR 3020.. Assise et dossier non déhoussables. Revêtement possible en différents types de tissu et cuir. xyxy=(258,260,480,280)
spec-entry-text: durée naturel, chêne placage, laque platine. xyxy=(26,215,122,221)
spec-entry: Édimbourg : meubles en Primo Laminato (HPL) couleur Oak Natural. Piètements en métal teinte graphite. xyxy=(2,259,213,272)
spec-entry-text: intérieur en plastique et bois. Pieds en bois. Suspensions : sangles élastiques. Assise en mousse polyéther 28/42, 40/60 et 21/30. Dossier en mousse polyéther 28/42 et 25/20. Revêtement tous tissus, tous cuirs. 49x93x69 cm. xyxy=(498,23,723,43)
spec-entry-text: matériaux intérieur plastique, contre-plaqué, acier. Suspension contre-plaqué. Assise non déhoussable polyéther 32/70. Dossier non déhoussable polyéther 21/70 & 25/50. Tissu bouclé 96% polyester, 4% acrylique. xyxy=(258,612,474,632)
list-chaises xyxy=(258,383,484,744)
spec-entry: Olbia : intérieur en hêtre, carton, aggloméré, isorel et pin. Suspensions : ressorts Nosag. Assise en Dacron, HR supreme foam 33, ressorts ensachés, mousse HR 33. Dossier en Dacron et mousse HR 25. Assise et dossier non déhoussables. Revêtement tous tissus, tous cuirs. Pieds en métal. xyxy=(258,121,476,141)
spec-entry-name: San Diego xyxy=(2,538,26,544)
section-title-fauteuils: FICHES TECHNIQUES FAUTEUILS xyxy=(498,286,665,298)
spec-entry-text: matériaux utilisés hêtre, carton, aggloméré, panneau isorel. Suspension : ressorts nosag. Assise non déhoussable : Bonell, flocons de mousse. Dossier non déhoussable polyéther T2315, silicone en % 70, flocons de mousse en % 30. xyxy=(2,712,226,732)
spec-entry: Vénus : intérieur en carton et hêtre. Suspension en ressorts nosag. Assise en ressorts ensachés 7cm, polyéther 30 et dacron. Dossier en polyéther 25 et dracon. Assise et dossier non déhoussables. Revêtement possible en différents types de tissu. 66x82x79 cm. xyxy=(498,518,720,538)
spec-entry: Brasilia : tables : ceinture des tables en chêne massif teinte railway brown. Plateaux en contreplaqué latté. Pieds en acier vernis teinte Metal desert black. Éléments métalliques en aluminium couleur Metal black mat. xyxy=(2,125,225,145)
spec-entry-text: tables à rallonge en Primo Laminato (HPL). Pied central en métal. xyxy=(27,164,170,170)
spec-entry-name: Elouan xyxy=(258,553,275,559)
spec-entry-text: matériaux extérieur planche HPL (laque/mélamine/papier), primo laminato Oak Nac marble onyx xyxy=(2,413,218,426)
spec-entry: Tolosan : matériaux utilisés carton, aggloméré, panneau isorel. Suspension : ressorts Bonell. Assise non déhoussable HR38. Dossier non déhoussable fibres lâches. xyxy=(258,240,476,253)
